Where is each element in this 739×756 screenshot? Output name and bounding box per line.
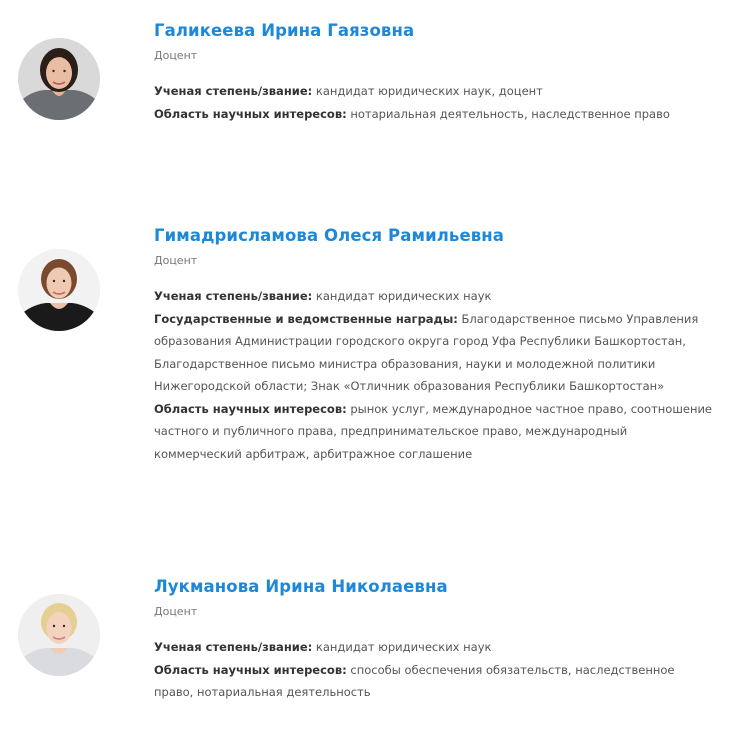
- detail-row: [154, 398, 714, 466]
- person-photo-icon: [18, 594, 100, 676]
- detail-label: Ученая степень/звание:: [154, 84, 313, 98]
- person-name-link[interactable]: Гимадрисламова Олеся Рамильевна: [154, 226, 505, 245]
- person-name-link[interactable]: Лукманова Ирина Николаевна: [154, 577, 448, 596]
- detail-row: [154, 636, 714, 659]
- person-details: [154, 80, 714, 125]
- detail-value: способы обеспечения обязательств, наследственное право, нотариальная деятельность: [154, 662, 675, 699]
- detail-value: кандидат юридических наук, доцент: [315, 84, 543, 98]
- detail-label: Область научных интересов:: [154, 401, 347, 416]
- detail-value: кандидат юридических наук: [315, 640, 492, 654]
- detail-row: [154, 659, 714, 704]
- detail-label: Ученая степень/звание:: [154, 289, 313, 303]
- person-details: [154, 285, 714, 465]
- person-position: Доцент: [154, 49, 198, 62]
- person-name-link[interactable]: Галикеева Ирина Гаязовна: [154, 21, 415, 40]
- detail-row: [154, 308, 714, 398]
- detail-label: Область научных интересов:: [154, 662, 347, 677]
- person-position: Доцент: [154, 605, 198, 618]
- detail-row: [154, 103, 714, 126]
- detail-value: нотариальная деятельность, наследственное право: [350, 106, 670, 121]
- person-photo-icon: [18, 38, 100, 120]
- detail-label: Ученая степень/звание:: [154, 640, 313, 654]
- detail-value: рынок услуг, международное частное право, соотношение частного и публичного права, предпринимательское право, международный коммерческий арбитраж, арбитражное соглашение: [154, 401, 713, 461]
- detail-label: Государственные и ведомственные награды:: [154, 311, 458, 326]
- detail-row: [154, 285, 714, 308]
- person-position: Доцент: [154, 254, 198, 267]
- detail-row: [154, 80, 714, 103]
- person-details: [154, 636, 714, 704]
- detail-value: Благодарственное письмо Управления образования Администрации городского округа город Уфа Республики Башкортостан, Благодарственное письмо министра образования, науки и молодежной политики Нижегородской области; Знак «Отличник образования Республики Башкортостан»: [154, 311, 699, 393]
- person-photo-icon: [18, 249, 100, 331]
- detail-label: Область научных интересов:: [154, 106, 347, 121]
- detail-value: кандидат юридических наук: [315, 289, 492, 303]
